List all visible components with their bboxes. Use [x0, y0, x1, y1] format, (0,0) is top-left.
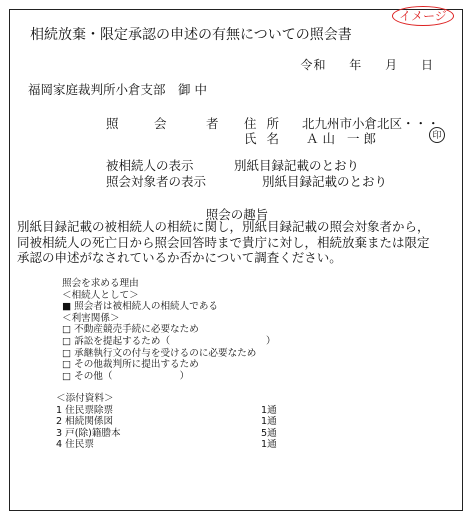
reason-block: [62, 278, 276, 382]
name-label: 氏 名: [244, 131, 282, 146]
date-month: 月: [385, 58, 399, 72]
date-era: 令和: [300, 58, 327, 72]
attachment-name: 3 戸(除)籍謄本: [56, 427, 121, 439]
purpose-line: 同被相続人の死亡日から照会回答時まで貴庁に対し，相続放棄または限定: [17, 234, 430, 250]
reason-checkbox-item: □ その他（ ）: [62, 370, 190, 382]
attachment-row: [56, 428, 277, 440]
reason-line: ＜利害関係＞: [62, 312, 120, 324]
target-value: 別紙目録記載のとおり: [262, 174, 388, 189]
date-day: 日: [420, 58, 434, 72]
attachment-row: [56, 416, 277, 428]
reason-checked-item: ■ 照会者は被相続人の相続人である: [62, 301, 219, 313]
decedent-label: 被相続人の表示: [106, 158, 194, 173]
addressee: 福岡家庭裁判所小倉支部 御 中: [28, 82, 207, 97]
reason-checkbox-item: □ 不動産競売手続に必要なため: [62, 324, 199, 336]
reason-checkbox-item: □ その他裁判所に提出するため: [62, 359, 199, 371]
address-label: 住 所: [244, 116, 282, 131]
attachment-count: 5通: [261, 427, 277, 439]
name-value: Ａ山 一郎: [306, 131, 380, 146]
date-year: 年: [349, 58, 363, 72]
attachments-header: ＜添付資料＞: [56, 393, 114, 404]
date-line: [300, 56, 434, 73]
target-label: 照会対象者の表示: [106, 174, 207, 189]
reason-checkbox-item: □ 訴訟を提起するため（ ）: [62, 335, 276, 347]
document-title: 相続放棄・限定承認の申述の有無についての照会書: [30, 27, 352, 43]
reason-line: ＜相続人として＞: [62, 289, 139, 301]
inquirer-label-char: 照: [106, 116, 122, 131]
inquirer-label-char: 会: [154, 116, 170, 131]
purpose-paragraph: [17, 219, 457, 266]
attachment-name: 4 住民票: [56, 439, 94, 451]
purpose-line: 別紙目録記載の被相続人の相続に関し，別紙目録記載の照会対象者から，: [17, 219, 430, 234]
attachment-row: [56, 405, 277, 417]
attachment-count: 1通: [261, 404, 277, 416]
attachment-name: 2 相続関係図: [56, 416, 114, 428]
purpose-line: 承認の申述がなされているか否かについて調査ください。: [17, 250, 342, 265]
address-value: 北九州市小倉北区・・・: [302, 116, 440, 131]
attachment-name: 1 住民票除票: [56, 404, 114, 416]
attachment-row: [56, 439, 277, 451]
attachment-count: 1通: [261, 439, 277, 451]
purpose-title: 照会の趣旨: [205, 207, 269, 222]
reason-heading: 照会を求める理由: [62, 278, 139, 289]
reason-checkbox-item: □ 承継執行文の付与を受けるのに必要なため: [62, 347, 257, 359]
decedent-value: 別紙目録記載のとおり: [234, 158, 360, 173]
inquirer-label-char: 者: [206, 116, 222, 131]
attachment-count: 1通: [261, 416, 277, 428]
seal-mark: 印: [429, 127, 445, 143]
attachments-block: [56, 393, 277, 451]
image-stamp: イメージ: [392, 6, 454, 26]
